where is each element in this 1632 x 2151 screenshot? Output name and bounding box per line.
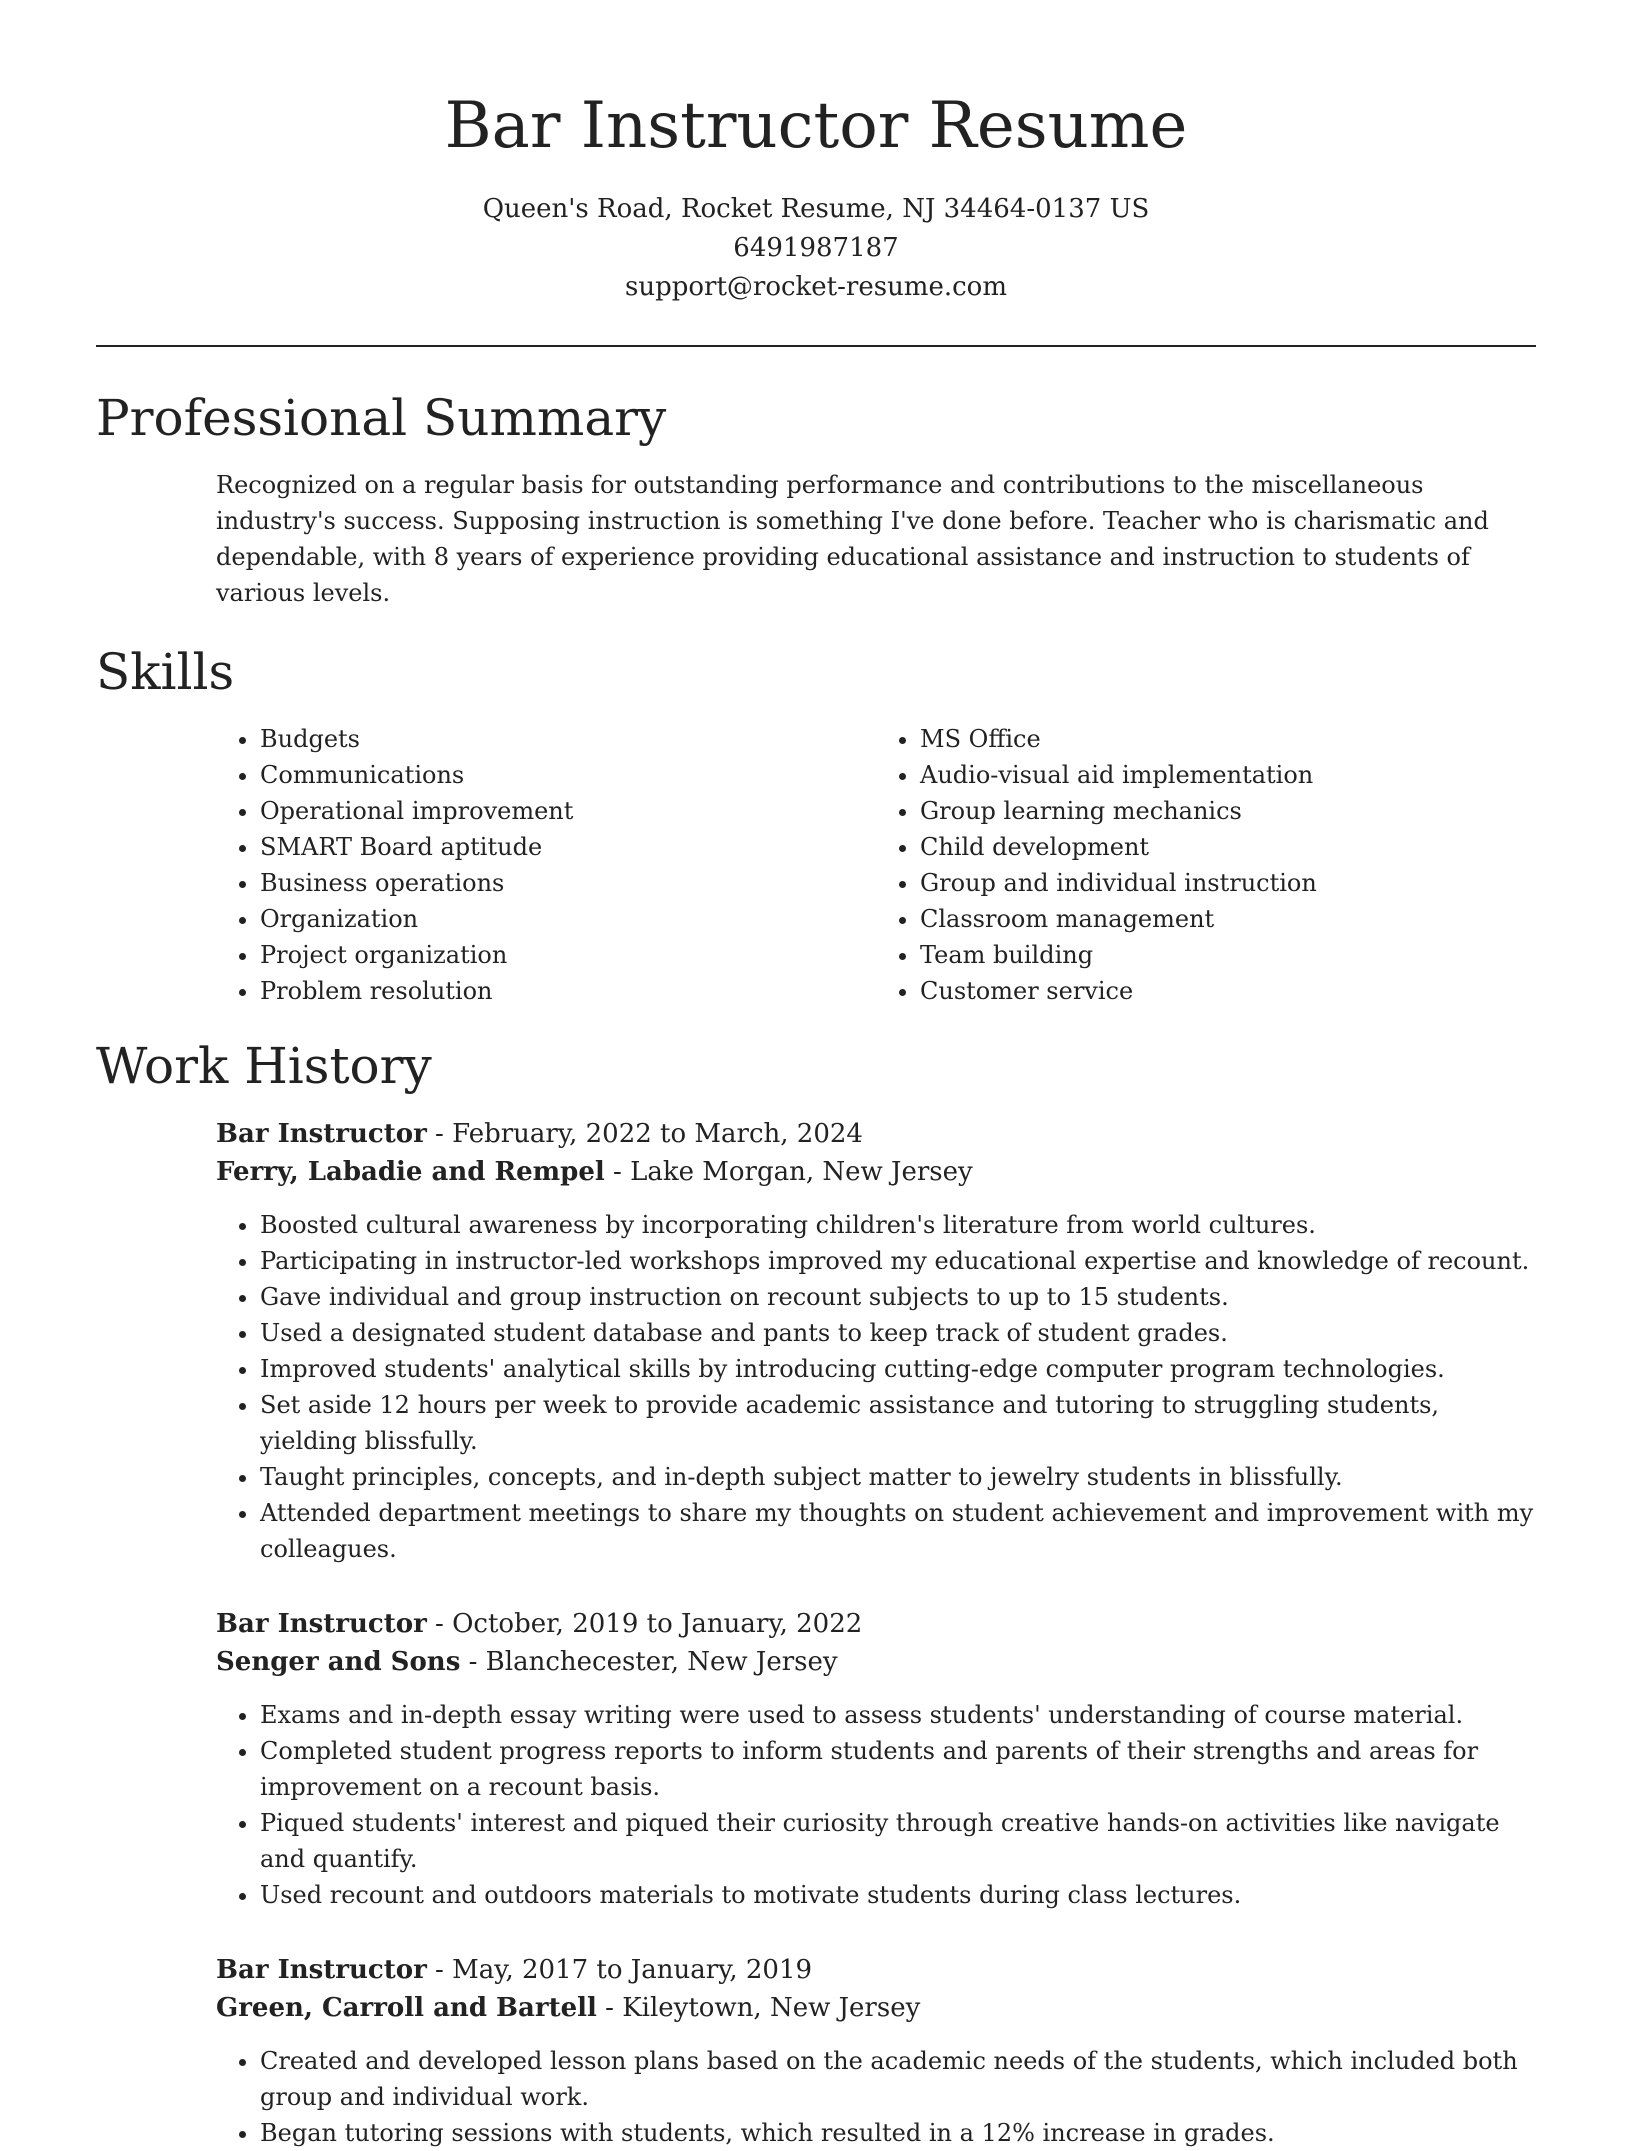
- skill-item: • Problem resolution: [260, 973, 876, 1009]
- job-company-line: [216, 1643, 1536, 1681]
- job-bullet: • Taught principles, concepts, and in-depth subject matter to jewelry students in blissfully.: [260, 1459, 1536, 1495]
- job-role: Bar Instructor: [216, 1955, 427, 1985]
- job-dates: - February, 2022 to March, 2024: [426, 1119, 863, 1149]
- job-bullet: • Used recount and outdoors materials to motivate students during class lectures.: [260, 1877, 1536, 1913]
- skills-heading: Skills: [96, 643, 235, 701]
- job-company: Green, Carroll and Bartell: [216, 1993, 597, 2023]
- skills-column-left: [216, 721, 876, 1009]
- job-company: Senger and Sons: [216, 1647, 461, 1677]
- job-bullet: • Boosted cultural awareness by incorporating children's literature from world cultures.: [260, 1207, 1536, 1243]
- job-dates: - May, 2017 to January, 2019: [426, 1955, 813, 1985]
- job-company: Ferry, Labadie and Rempel: [216, 1157, 605, 1187]
- job-bullet: • Set aside 12 hours per week to provide academic assistance and tutoring to struggling students, yielding blissfully.: [260, 1387, 1536, 1459]
- skill-item: • Child development: [920, 829, 1536, 865]
- skill-item: • Customer service: [920, 973, 1536, 1009]
- skill-item: • Communications: [260, 757, 876, 793]
- job-company-line: [216, 1989, 1536, 2027]
- skill-item: • Team building: [920, 937, 1536, 973]
- job-role: Bar Instructor: [216, 1609, 427, 1639]
- contact-phone: 6491987187: [733, 233, 899, 263]
- job-bullet: • Improved students' analytical skills by introducing cutting-edge computer program technologies.: [260, 1351, 1536, 1387]
- summary-text: Recognized on a regular basis for outstanding performance and contributions to the miscellaneous industry's success. Supposing instruction is something I've done before. Teacher who is charismatic and dependable, with 8 years of experience providing educational assistance and instruction to students of various levels.: [216, 471, 1489, 607]
- job-entry: [216, 1951, 1536, 2151]
- skill-item: • Budgets: [260, 721, 876, 757]
- job-title-line: [216, 1605, 1536, 1643]
- skill-item: • Group learning mechanics: [920, 793, 1536, 829]
- job-bullets: [216, 1697, 1536, 1913]
- job-entry: [216, 1115, 1536, 1567]
- skill-item: • SMART Board aptitude: [260, 829, 876, 865]
- job-company-line: [216, 1153, 1536, 1191]
- work-history-heading: Work History: [96, 1037, 432, 1095]
- resume-header: [96, 0, 1536, 307]
- header-divider: [96, 345, 1536, 347]
- job-location: - Kileytown, New Jersey: [596, 1993, 921, 2023]
- job-bullet: • Created and developed lesson plans based on the academic needs of the students, which included both group and individual work.: [260, 2043, 1536, 2115]
- job-bullet: • Completed student progress reports to inform students and parents of their strengths and areas for improvement on a recount basis.: [260, 1733, 1536, 1805]
- resume-title: Bar Instructor Resume: [444, 89, 1188, 163]
- job-bullet: • Exams and in-depth essay writing were used to assess students' understanding of course material.: [260, 1697, 1536, 1733]
- skill-item: • Classroom management: [920, 901, 1536, 937]
- contact-address: Queen's Road, Rocket Resume, NJ 34464-0137 US: [482, 194, 1150, 224]
- skill-item: • Organization: [260, 901, 876, 937]
- job-title-line: [216, 1951, 1536, 1989]
- job-entry: [216, 1605, 1536, 1913]
- job-bullet: • Attended department meetings to share my thoughts on student achievement and improvement with my colleagues.: [260, 1495, 1536, 1567]
- skill-item: • Group and individual instruction: [920, 865, 1536, 901]
- skill-item: • MS Office: [920, 721, 1536, 757]
- skill-item: • Business operations: [260, 865, 876, 901]
- job-location: - Blanchecester, New Jersey: [460, 1647, 838, 1677]
- job-bullet: • Used a designated student database and pants to keep track of student grades.: [260, 1315, 1536, 1351]
- job-bullets: [216, 2043, 1536, 2151]
- job-bullets: [216, 1207, 1536, 1567]
- resume-page: [96, 0, 1536, 2151]
- job-location: - Lake Morgan, New Jersey: [604, 1157, 973, 1187]
- job-dates: - October, 2019 to January, 2022: [426, 1609, 863, 1639]
- job-bullet: • Piqued students' interest and piqued their curiosity through creative hands-on activities like navigate and quantify.: [260, 1805, 1536, 1877]
- skill-item: • Audio-visual aid implementation: [920, 757, 1536, 793]
- contact-email: support@rocket-resume.com: [624, 272, 1007, 302]
- job-bullet: • Participating in instructor-led workshops improved my educational expertise and knowledge of recount.: [260, 1243, 1536, 1279]
- job-bullet: • Gave individual and group instruction on recount subjects to up to 15 students.: [260, 1279, 1536, 1315]
- job-role: Bar Instructor: [216, 1119, 427, 1149]
- contact-info: [96, 190, 1536, 307]
- summary-heading: Professional Summary: [96, 389, 667, 447]
- skill-item: • Project organization: [260, 937, 876, 973]
- job-bullet: • Began tutoring sessions with students, which resulted in a 12% increase in grades.: [260, 2115, 1536, 2151]
- job-title-line: [216, 1115, 1536, 1153]
- skills-column-right: [876, 721, 1536, 1009]
- skill-item: • Operational improvement: [260, 793, 876, 829]
- skills-list: [216, 721, 1536, 1009]
